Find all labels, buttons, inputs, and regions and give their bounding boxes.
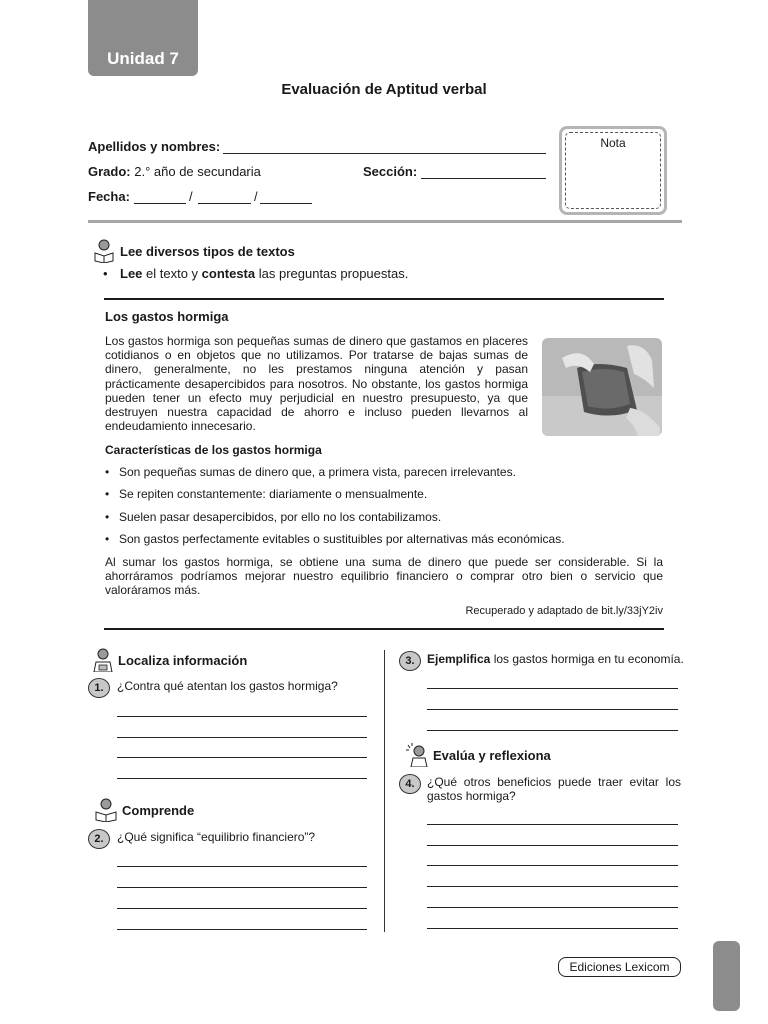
thinking-person-icon <box>405 743 429 767</box>
reading-top-rule <box>104 298 664 300</box>
question-text: ¿Qué significa “equilibrio financiero”? <box>117 830 316 844</box>
intro-instruction: Lee el texto y contesta las preguntas propuestas. <box>120 266 409 281</box>
reading-bottom-rule <box>104 628 664 630</box>
answer-line[interactable] <box>427 688 678 689</box>
reader-icon <box>92 239 116 263</box>
answer-line[interactable] <box>117 887 367 888</box>
characteristics-heading: Características de los gastos hormiga <box>105 443 322 457</box>
name-label: Apellidos y nombres: <box>88 139 221 154</box>
reading-paragraph-1: Los gastos hormiga son pequeñas sumas de dinero que gastamos en placeres cotidianos o en objetos que no utilizamos. Por tratarse de bajas sumas de dinero, generalmente, no les prestamos ninguna atención y pasan prácticamente desapercibidos para nosotros. No obstante, los gastos hormiga pueden tener un efecto muy perjudicial en nuestro presupuesto, ya que destruyen nuestra capacidad de ahorro e incluso pueden llevarnos al endeudamiento innecesario. <box>105 334 528 434</box>
answer-line[interactable] <box>117 737 367 738</box>
student-book-icon <box>94 798 118 822</box>
source-citation: Recuperado y adaptado de bit.ly/33jY2iv <box>465 605 663 617</box>
answer-line[interactable] <box>427 845 678 846</box>
answer-line[interactable] <box>427 824 678 825</box>
date-sep-2: / <box>254 189 258 204</box>
section-field[interactable] <box>421 164 546 179</box>
grade-value: 2.° año de secundaria <box>134 164 261 179</box>
answer-line[interactable] <box>117 866 367 867</box>
question-number: 1. <box>88 678 110 698</box>
empty-wallet-image <box>542 338 662 436</box>
date-year-field[interactable] <box>260 189 312 204</box>
answer-line[interactable] <box>117 778 367 779</box>
page-title: Evaluación de Aptitud verbal <box>281 81 487 98</box>
date-sep-1: / <box>189 189 193 204</box>
question-number: 3. <box>399 651 421 671</box>
intro-bullet: • <box>103 266 108 281</box>
characteristic-item: • Son gastos perfectamente evitables o sustituibles por alternativas más económicas. <box>119 532 565 546</box>
date-label: Fecha: <box>88 189 130 204</box>
header-divider <box>88 220 682 223</box>
question-number: 2. <box>88 829 110 849</box>
date-day-field[interactable] <box>134 189 186 204</box>
evalua-heading: Evalúa y reflexiona <box>433 748 551 763</box>
intro-heading: Lee diversos tipos de textos <box>120 244 295 259</box>
date-month-field[interactable] <box>198 189 251 204</box>
section-label: Sección: <box>363 164 418 179</box>
answer-line[interactable] <box>427 730 678 731</box>
grade-label: Grado: 2.° año de secundaria <box>88 164 261 179</box>
answer-line[interactable] <box>427 709 678 710</box>
answer-line[interactable] <box>117 716 367 717</box>
characteristic-item: • Se repiten constantemente: diariamente o mensualmente. <box>119 487 427 501</box>
localiza-heading: Localiza información <box>118 653 248 668</box>
question-text: ¿Qué otros beneficios puede traer evitar los gastos hormiga? <box>427 775 681 803</box>
characteristic-item: • Suelen pasar desapercibidos, por ello no los contabilizamos. <box>119 510 441 524</box>
comprende-heading: Comprende <box>122 803 195 818</box>
answer-line[interactable] <box>427 886 678 887</box>
wallet-photo <box>542 338 662 436</box>
answer-line[interactable] <box>117 757 367 758</box>
answer-line[interactable] <box>427 928 678 929</box>
search-person-icon <box>92 648 116 672</box>
answer-line[interactable] <box>427 907 678 908</box>
unit-tab <box>88 0 198 76</box>
question-number: 4. <box>399 774 421 794</box>
grade-box[interactable] <box>559 126 667 215</box>
reading-title: Los gastos hormiga <box>105 309 229 324</box>
page-side-tab <box>713 941 740 1011</box>
unit-label: Unidad 7 <box>107 49 179 68</box>
column-divider <box>384 650 385 932</box>
characteristic-item: • Son pequeñas sumas de dinero que, a primera vista, parecen irrelevantes. <box>119 465 516 479</box>
answer-line[interactable] <box>427 865 678 866</box>
name-field[interactable] <box>223 139 546 154</box>
reading-paragraph-2: Al sumar los gastos hormiga, se obtiene una suma de dinero que puede ser considerable. Si la ahorráramos podríamos mejorar nuestro equilibrio financiero o comprar otro bien o servicio que valoráramos más. <box>105 555 663 598</box>
answer-line[interactable] <box>117 908 367 909</box>
answer-line[interactable] <box>117 929 367 930</box>
question-text: ¿Contra qué atentan los gastos hormiga? <box>117 679 338 693</box>
question-text: Ejemplifica los gastos hormiga en tu economía. <box>427 652 684 666</box>
grade-box-label: Nota <box>600 136 626 150</box>
publisher-badge: Ediciones Lexicom <box>558 957 681 977</box>
